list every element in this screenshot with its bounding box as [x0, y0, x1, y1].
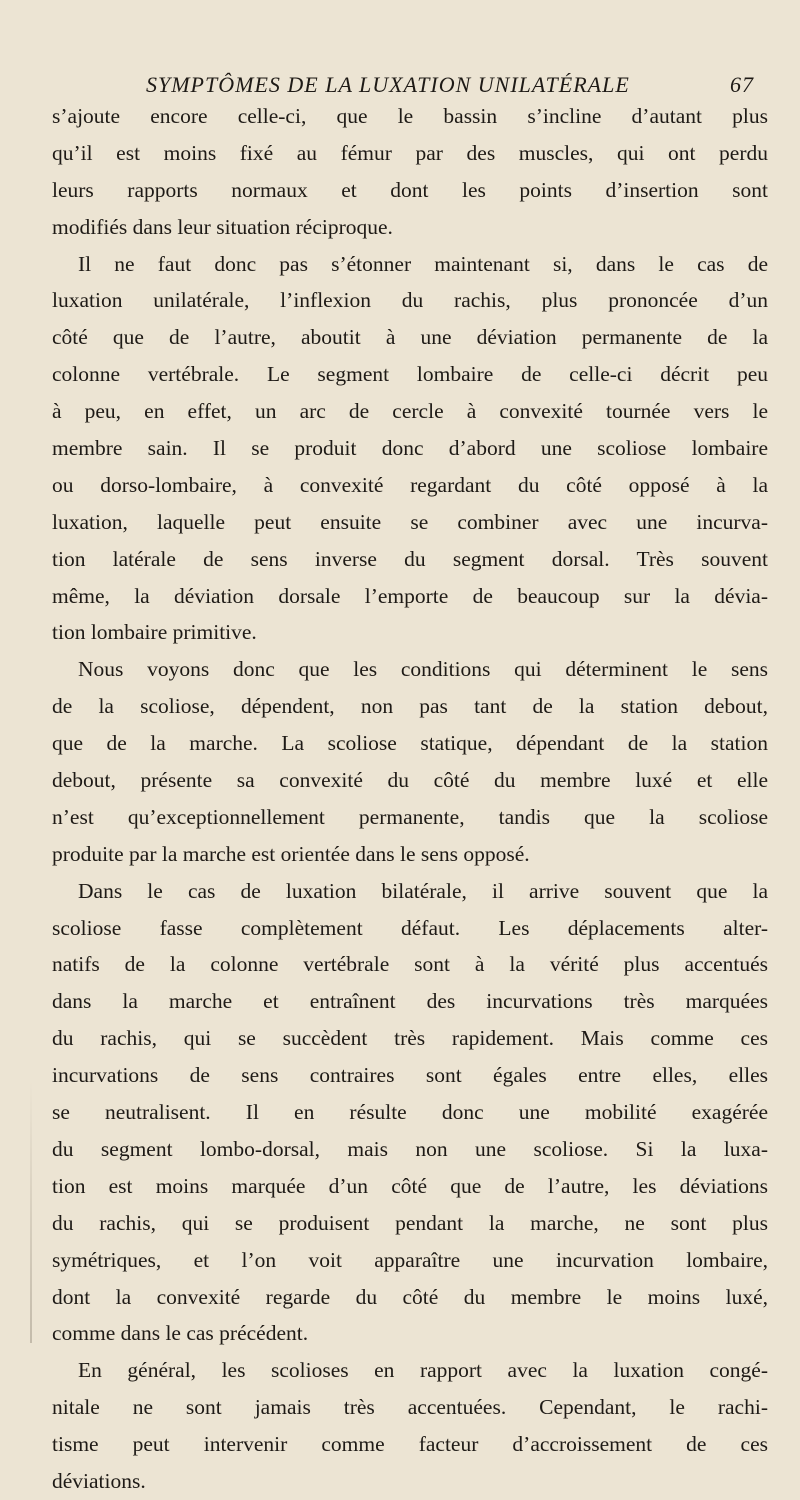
- text-line: dans la marche et entraînent des incurvations très marquées: [52, 989, 768, 1014]
- text-line: natifs de la colonne vertébrale sont à la vérité plus accentués: [52, 952, 768, 977]
- paragraph-start-line: Dans le cas de luxation bilatérale, il arrive souvent que la: [78, 878, 768, 903]
- text-line: du rachis, qui se succèdent très rapidement. Mais comme ces: [52, 1026, 768, 1051]
- text-line: n’est qu’exceptionnellement permanente, tandis que la scoliose: [52, 804, 768, 829]
- text-line: tion lombaire primitive.: [52, 620, 257, 645]
- text-line: membre sain. Il se produit donc d’abord une scoliose lombaire: [52, 436, 768, 461]
- text-line: que de la marche. La scoliose statique, dépendant de la station: [52, 731, 768, 756]
- text-line: se neutralisent. Il en résulte donc une mobilité exagérée: [52, 1100, 768, 1125]
- text-line: côté que de l’autre, aboutit à une déviation permanente de la: [52, 325, 768, 350]
- text-line: qu’il est moins fixé au fémur par des muscles, qui ont perdu: [52, 140, 768, 165]
- text-line: colonne vertébrale. Le segment lombaire de celle-ci décrit peu: [52, 362, 768, 387]
- text-line: tion est moins marquée d’un côté que de l’autre, les déviations: [52, 1173, 768, 1198]
- text-line: leurs rapports normaux et dont les points d’insertion sont: [52, 177, 768, 202]
- page-number: 67: [730, 72, 754, 97]
- paragraph-start-line: Nous voyons donc que les conditions qui déterminent le sens: [78, 657, 768, 682]
- text-line: s’ajoute encore celle-ci, que le bassin s’incline d’autant plus: [52, 104, 768, 128]
- text-line: même, la déviation dorsale l’emporte de beaucoup sur la dévia-: [52, 583, 768, 608]
- text-line: nitale ne sont jamais très accentuées. Cependant, le rachi-: [52, 1395, 768, 1420]
- text-line: à peu, en effet, un arc de cercle à convexité tournée vers le: [52, 399, 768, 424]
- text-line: luxation, laquelle peut ensuite se combiner avec une incurva-: [52, 509, 768, 534]
- text-line: modifiés dans leur situation réciproque.: [52, 214, 393, 239]
- text-line: scoliose fasse complètement défaut. Les déplacements alter-: [52, 915, 768, 940]
- page-edge-shadow: [30, 1080, 32, 1343]
- text-line: incurvations de sens contraires sont égales entre elles, elles: [52, 1063, 768, 1088]
- body-text: [52, 98, 768, 1500]
- text-line: dont la convexité regarde du côté du membre le moins luxé,: [52, 1284, 768, 1309]
- text-line: comme dans le cas précédent.: [52, 1321, 309, 1346]
- text-line: tisme peut intervenir comme facteur d’accroissement de ces: [52, 1432, 768, 1457]
- text-line: produite par la marche est orientée dans le sens opposé.: [52, 841, 530, 866]
- text-line: debout, présente sa convexité du côté du membre luxé et elle: [52, 768, 768, 793]
- paragraph-start-line: En général, les scolioses en rapport avec la luxation congé-: [78, 1358, 768, 1383]
- text-line: luxation unilatérale, l’inflexion du rachis, plus prononcée d’un: [52, 288, 768, 313]
- text-line: du rachis, qui se produisent pendant la marche, ne sont plus: [52, 1210, 768, 1235]
- paragraph-start-line: Il ne faut donc pas s’étonner maintenant si, dans le cas de: [78, 251, 768, 276]
- text-line: ou dorso-lombaire, à convexité regardant du côté opposé à la: [52, 472, 768, 497]
- text-line: tion latérale de sens inverse du segment dorsal. Très souvent: [52, 546, 768, 571]
- text-line: déviations.: [52, 1468, 146, 1493]
- text-line: symétriques, et l’on voit apparaître une incurvation lombaire,: [52, 1247, 768, 1272]
- text-line: de la scoliose, dépendent, non pas tant de la station debout,: [52, 694, 768, 719]
- running-title: SYMPTÔMES DE LA LUXATION UNILATÉRALE: [146, 72, 630, 97]
- text-line: du segment lombo-dorsal, mais non une scoliose. Si la luxa-: [52, 1136, 768, 1161]
